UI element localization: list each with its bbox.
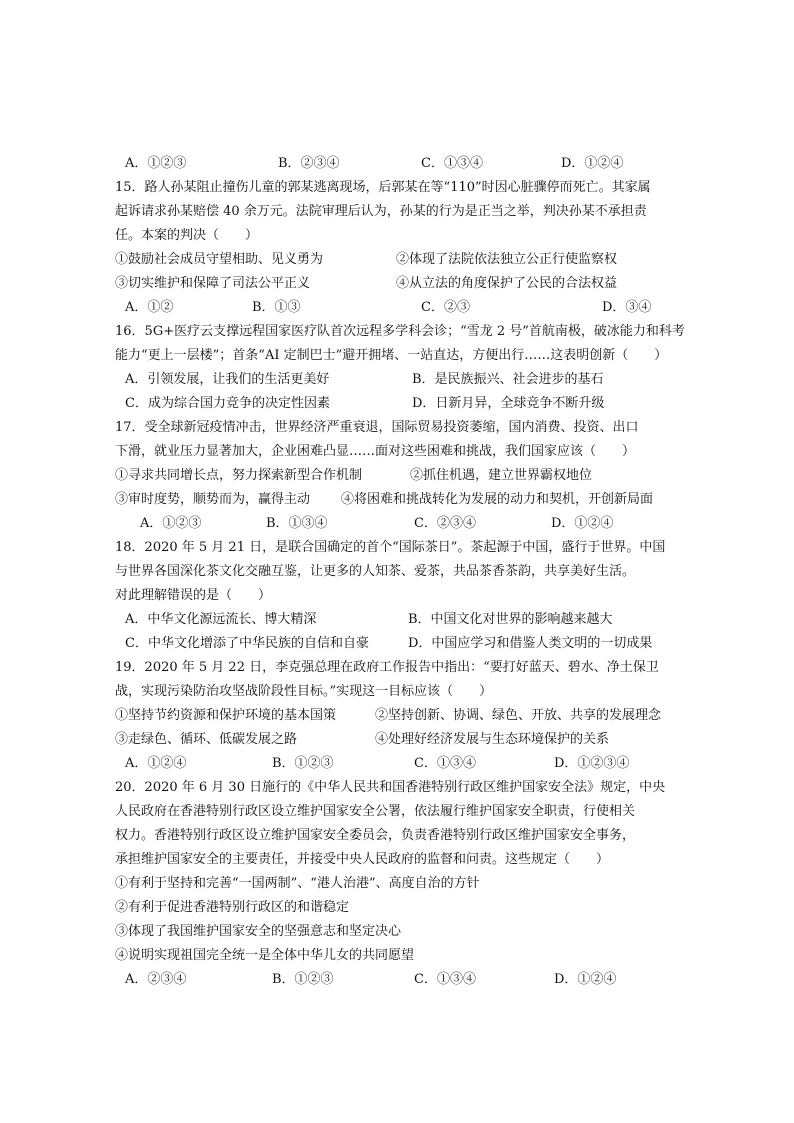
statement-item: ①寻求共同增长点，努力探索新型合作机制 (115, 468, 363, 483)
question-stem: 19．2020 年 5 月 22 日，李克强总理在政府工作报告中指出：“要打好蓝天、碧水、净土保卫 (115, 660, 659, 675)
option-c: C．①③④ (414, 756, 476, 771)
option-a: A．①② (125, 300, 174, 315)
option-d: D．①②③④ (554, 756, 630, 771)
option-a: A．引领发展，让我们的生活更美好 (125, 372, 330, 387)
question-stem: 下滑，就业压力显著加大，企业困难凸显……面对这些困难和挑战，我们国家应该（ ） (115, 444, 636, 459)
option-c: C．②③ (421, 300, 470, 315)
option-b: B．①②③ (272, 972, 334, 987)
statement-item: ③体现了我国维护国家安全的坚强意志和坚定决心 (115, 924, 402, 939)
option-c: C．①③④ (421, 156, 483, 171)
question-stem: 20．2020 年 6 月 30 日施行的《中华人民共和国香港特别行政区维护国家安全法》规定，中央 (115, 780, 666, 795)
statement-item: ②抓住机遇，建立世界霸权地位 (410, 468, 593, 483)
question-stem: 16．5G+医疗云支撑远程国家医疗队首次远程多学科会诊；“雪龙 2 号”首航南极，破冰能力和科考 (115, 324, 685, 339)
statement-item: ①有利于坚持和完善“一国两制”、“港人治港”、高度自治的方针 (115, 876, 480, 891)
option-d: D．①②④ (554, 972, 617, 987)
option-a: A．①②④ (125, 756, 187, 771)
statement-item: ④说明实现祖国完全统一是全体中华儿女的共同愿望 (115, 948, 415, 963)
statement-item: ④处理好经济发展与生态环境保护的关系 (375, 732, 610, 747)
statement-item: ②体现了法院依法独立公正行使监察权 (396, 252, 618, 267)
question-stem: 承担维护国家安全的主要责任，并接受中央人民政府的监督和问责。这些规定（ ） (115, 852, 610, 867)
option-c: C．①③④ (414, 972, 476, 987)
question-stem: 对此理解错误的是（ ） (115, 588, 272, 603)
statement-item: ④将困难和挑战转化为发展的动力和契机，开创新局面 (341, 492, 654, 507)
option-a: A．②③④ (125, 972, 187, 987)
option-c: C．成为综合国力竞争的决定性因素 (125, 396, 330, 411)
question-stem: 15．路人孙某阻止撞伤儿童的郭某逃离现场，后郭某在等“110”时因心脏骤停而死亡。其家属 (115, 180, 651, 195)
question-stem: 17．受全球新冠疫情冲击，世界经济严重衰退，国际贸易投资萎缩，国内消费、投资、出口 (115, 420, 639, 435)
statement-item: ④从立法的角度保护了公民的合法权益 (396, 276, 618, 291)
option-b: B．①②③ (272, 756, 334, 771)
option-b: B．中国文化对世界的影响越来越大 (408, 612, 613, 627)
option-b: B．是民族振兴、社会进步的基石 (412, 372, 604, 387)
option-c: C．中华文化增添了中华民族的自信和自豪 (125, 636, 369, 651)
option-d: D．③④ (602, 300, 652, 315)
option-b: B．①③ (252, 300, 301, 315)
option-b: B．②③④ (278, 156, 340, 171)
option-d: D．①②④ (561, 156, 624, 171)
statement-item: ③走绿色、循环、低碳发展之路 (115, 732, 298, 747)
question-stem: 权力。香港特别行政区设立维护国家安全委员会，负责香港特别行政区维护国家安全事务， (115, 828, 636, 843)
question-stem: 战，实现污染防治攻坚战阶段性目标。”实现这一目标应该（ ） (115, 684, 493, 699)
question-stem: 能力“更上一层楼”；首条“AI 定制巴士”避开拥堵、一站直达，方便出行……这表明创新（ ） (115, 348, 668, 363)
question-stem: 人民政府在香港特别行政区设立维护国家安全公署，依法履行维护国家安全职责，行使相关 (115, 804, 636, 819)
statement-item: ③切实维护和保障了司法公平正义 (115, 276, 311, 291)
statement-item: ③审时度势，顺势而为，赢得主动 (115, 492, 311, 507)
option-a: A．中华文化源远流长、博大精深 (125, 612, 317, 627)
question-stem: 任。本案的判决（ ） (115, 228, 259, 243)
question-stem: 与世界各国深化茶文化交融互鉴，让更多的人知茶、爱茶，共品茶香茶韵，共享美好生活。 (115, 564, 636, 579)
question-stem: 起诉请求孙某赔偿 40 余万元。法院审理后认为，孙某的行为是正当之举，判决孙某不承担责 (115, 204, 647, 219)
statement-item: ①鼓励社会成员守望相助、见义勇为 (115, 252, 324, 267)
option-a: A．①②③ (125, 156, 187, 171)
statement-item: ②有利于促进香港特别行政区的和谐稳定 (115, 900, 350, 915)
option-d: D．中国应学习和借鉴人类文明的一切成果 (408, 636, 653, 651)
question-stem: 18．2020 年 5 月 21 日，是联合国确定的首个“国际茶日”。茶起源于中国，盛行于世界。中国 (115, 540, 666, 555)
option-d: D．①②④ (551, 516, 614, 531)
statement-item: ①坚持节约资源和保护环境的基本国策 (115, 708, 337, 723)
option-c: C．②③④ (414, 516, 476, 531)
statement-item: ②坚持创新、协调、绿色、开放、共享的发展理念 (375, 708, 662, 723)
option-d: D．日新月异，全球竞争不断升级 (412, 396, 605, 411)
option-b: B．①③④ (266, 516, 328, 531)
option-a: A．①②③ (140, 516, 202, 531)
